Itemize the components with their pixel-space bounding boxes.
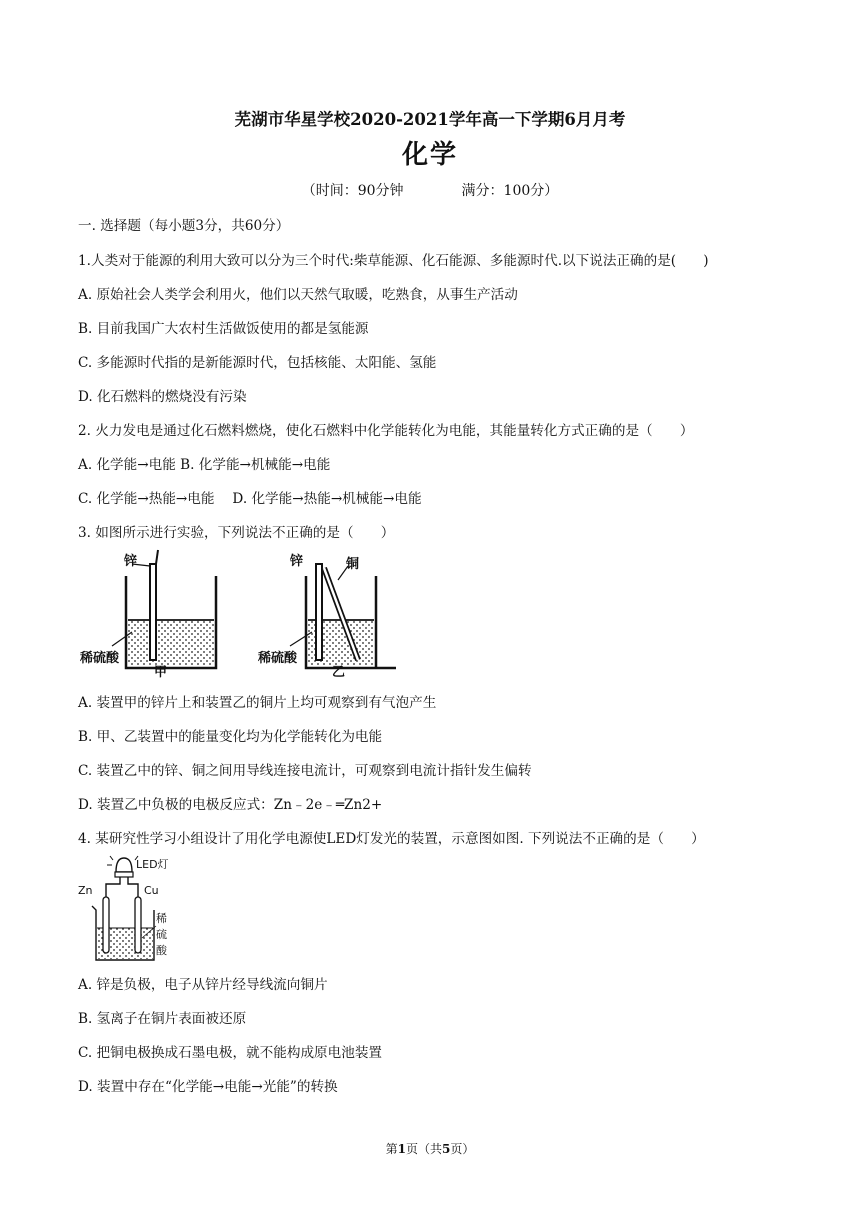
option: D. 化石燃料的燃烧没有污染 <box>78 389 247 405</box>
label-yi: 乙 <box>332 665 346 680</box>
option: B. 氢离子在铜片表面被还原 <box>78 1011 247 1027</box>
beaker-figure-q3 <box>76 548 396 680</box>
question-stem: 2. 火力发电是通过化石燃料燃烧，使化石燃料中化学能转化为电能，其能量转化方式正确的是（ ） <box>78 423 694 439</box>
label-led: LED灯 <box>136 858 169 871</box>
option: C. 把铜电极换成石墨电极，就不能构成原电池装置 <box>78 1045 383 1061</box>
label-zinc-yi: 锌 <box>290 554 304 569</box>
beaker-jia <box>79 550 216 680</box>
option: D. 装置乙中负极的电极反应式：Zn﹣2e﹣═Zn2+ <box>78 797 383 813</box>
time-info: （时间：90分钟 <box>301 183 404 199</box>
option: A. 锌是负极，电子从锌片经导线流向铜片 <box>78 977 328 993</box>
label-acid-3: 酸 <box>156 944 167 957</box>
footer-suffix: 页） <box>450 1142 475 1156</box>
beaker-yi <box>257 553 396 680</box>
label-acid-2: 硫 <box>156 928 167 941</box>
option: A. 化学能→电能 B. 化学能→机械能→电能 <box>78 457 331 473</box>
led-icon <box>107 856 138 877</box>
label-jia: 甲 <box>154 665 168 680</box>
option: C. 化学能→热能→电能 D. 化学能→热能→机械能→电能 <box>78 491 422 507</box>
label-zinc-jia: 锌 <box>124 554 138 569</box>
section-heading: 一. 选择题（每小题3分，共60分） <box>78 218 290 234</box>
option: B. 目前我国广大农村生活做饭使用的都是氢能源 <box>78 321 369 337</box>
label-zn: Zn <box>78 884 93 897</box>
label-acid-yi: 稀硫酸 <box>258 651 298 666</box>
page-footer <box>0 1140 860 1157</box>
label-copper-yi: 铜 <box>346 557 360 572</box>
footer-prefix: 第 <box>385 1142 398 1156</box>
exam-info <box>0 180 860 200</box>
label-acid-1: 稀 <box>156 912 167 925</box>
option: A. 原始社会人类学会利用火，他们以天然气取暖，吃熟食，从事生产活动 <box>78 287 518 303</box>
option: B. 甲、乙装置中的能量变化均为化学能转化为电能 <box>78 729 383 745</box>
footer-middle: 页（共 <box>405 1142 442 1156</box>
score-info: 满分：100分） <box>461 183 559 199</box>
label-acid-jia: 稀硫酸 <box>80 651 120 666</box>
subject-title: 化学 <box>401 140 458 170</box>
question-stem: 1.人类对于能源的利用大致可以分为三个时代:柴草能源、化石能源、多能源时代.以下说法正确的是( ) <box>78 253 709 269</box>
option: A. 装置甲的锌片上和装置乙的铜片上均可观察到有气泡产生 <box>78 695 437 711</box>
question-stem: 4. 某研究性学习小组设计了用化学电源使LED灯发光的装置，示意图如图. 下列说法不正确的是（ ） <box>78 831 705 847</box>
option: D. 装置中存在“化学能→电能→光能”的转换 <box>78 1079 338 1095</box>
school-title: 芜湖市华星学校2020-2021学年高一下学期6月月考 <box>234 110 626 129</box>
footer-total-pages: 5 <box>442 1142 451 1156</box>
led-cell-figure-q4 <box>76 852 186 967</box>
footer-page-number: 1 <box>397 1142 406 1156</box>
option: C. 多能源时代指的是新能源时代，包括核能、太阳能、氢能 <box>78 355 437 371</box>
option: C. 装置乙中的锌、铜之间用导线连接电流计，可观察到电流计指针发生偏转 <box>78 763 532 779</box>
label-cu: Cu <box>144 884 159 897</box>
question-stem: 3. 如图所示进行实验，下列说法不正确的是（ ） <box>78 525 395 541</box>
